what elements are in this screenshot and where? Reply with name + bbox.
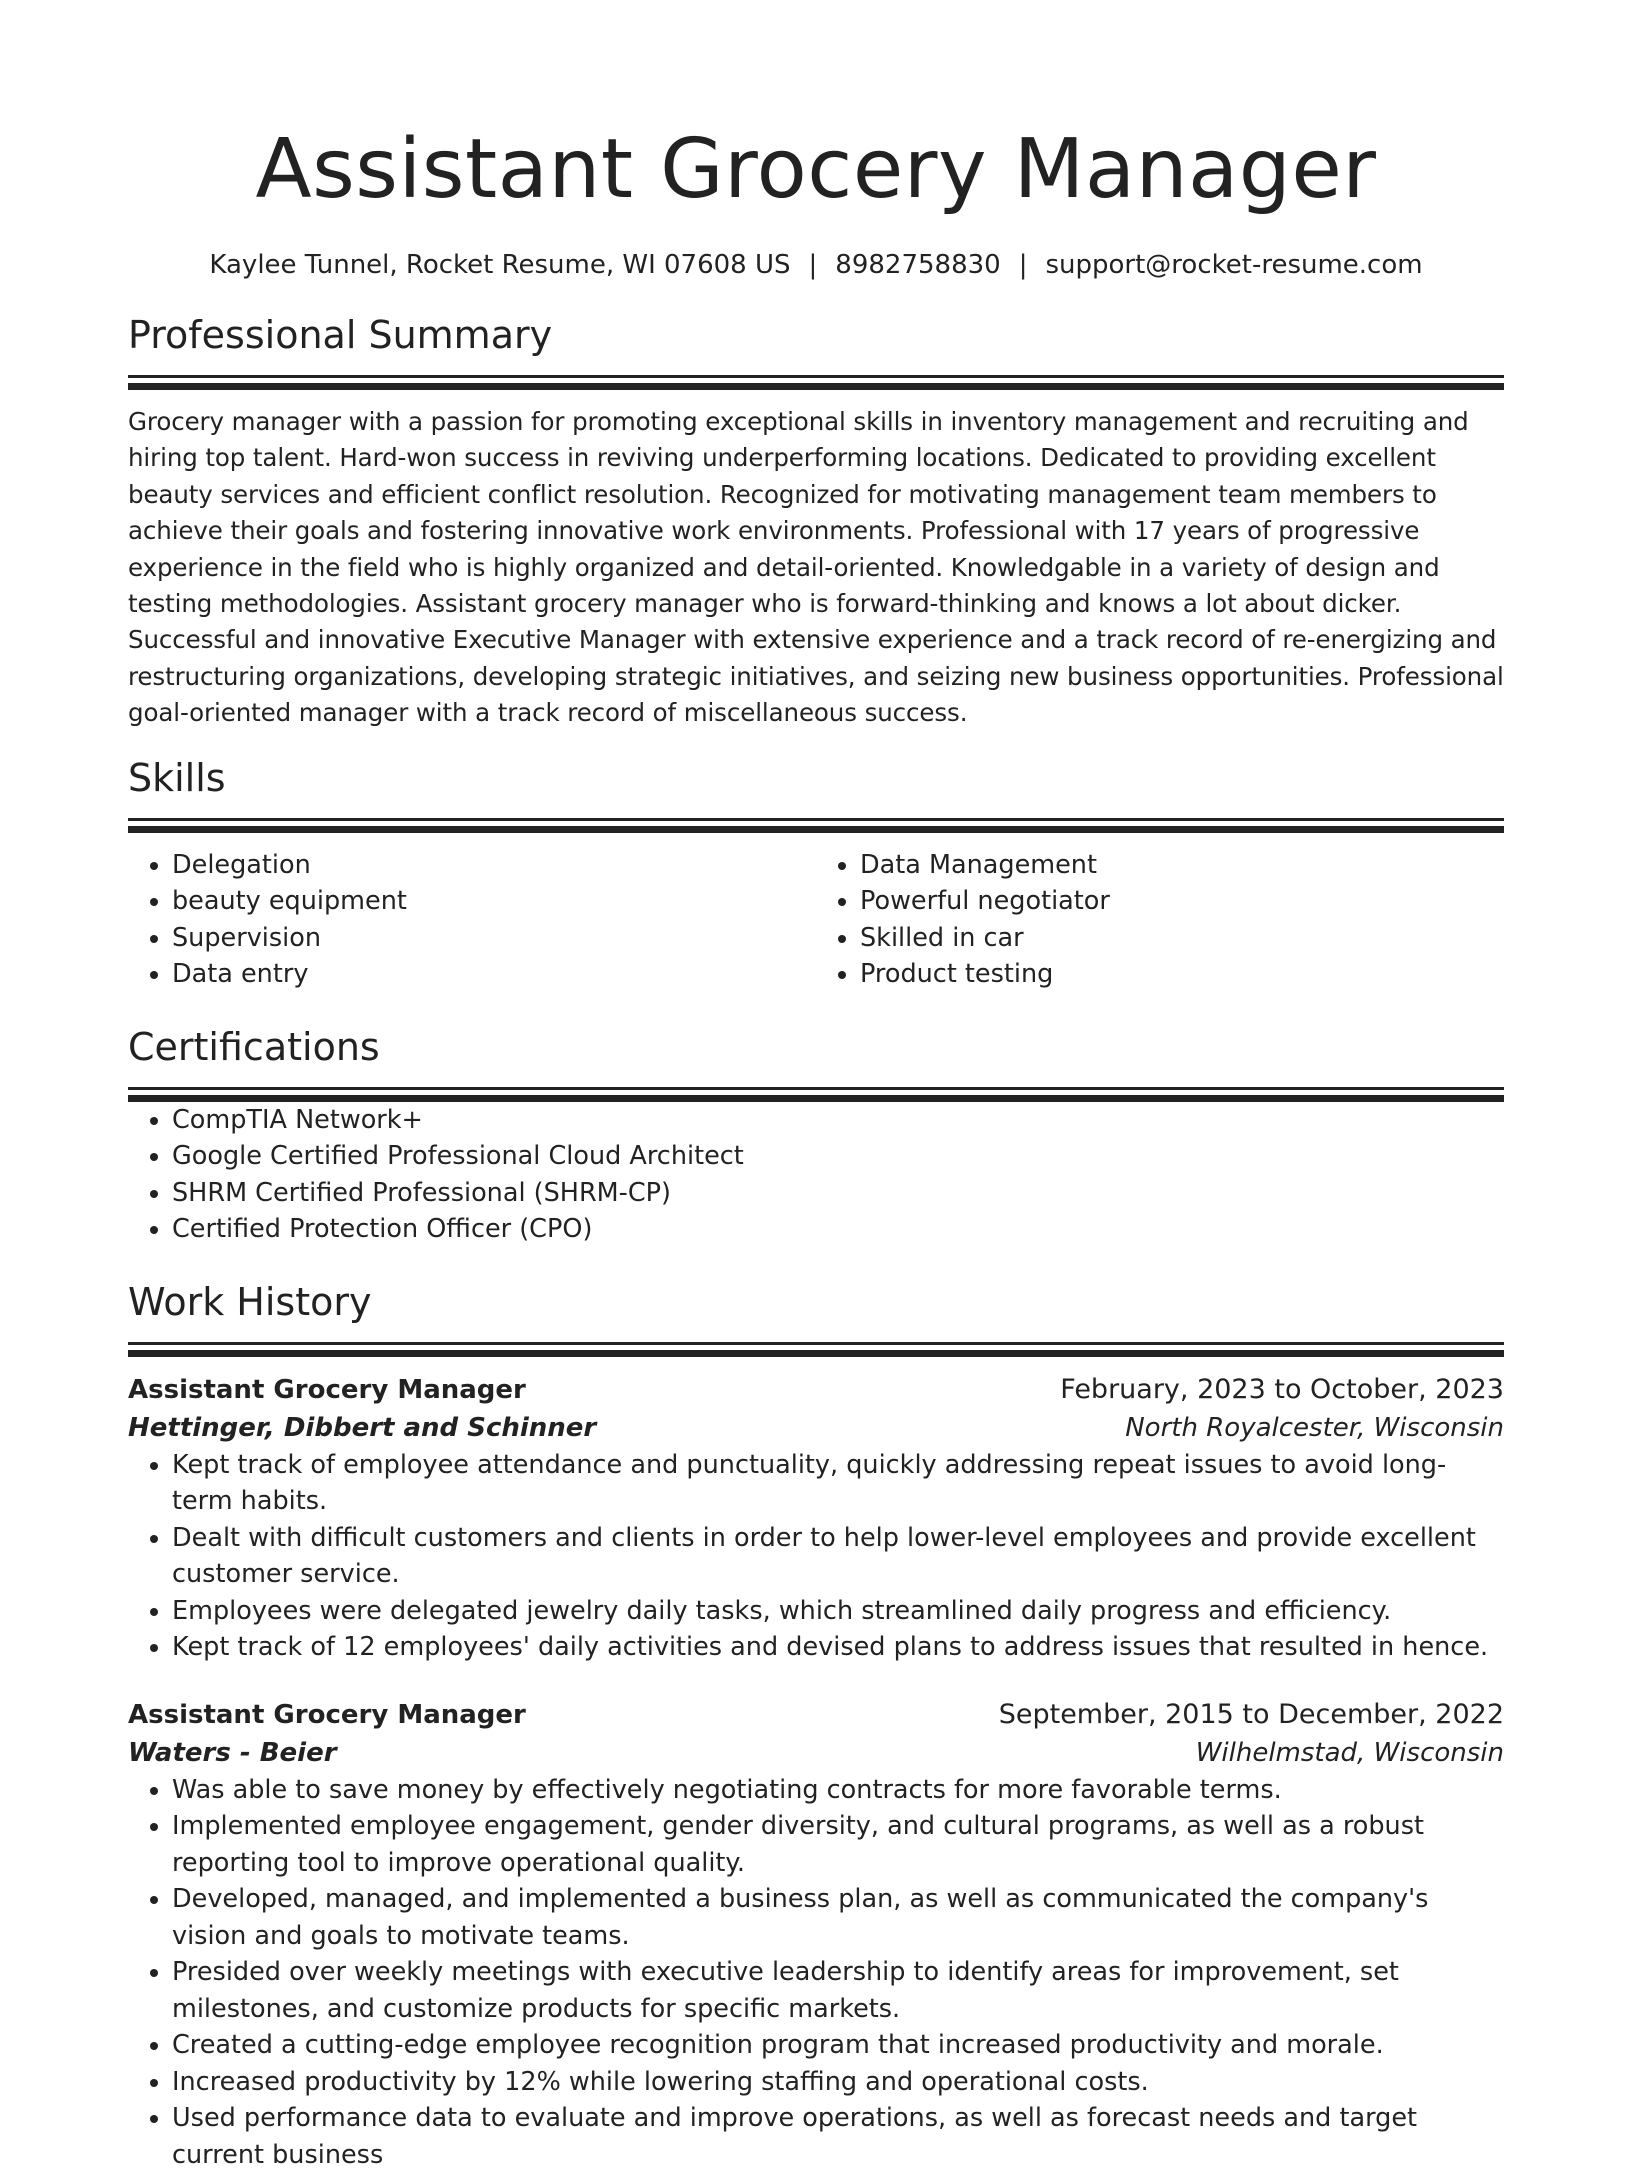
contact-line bbox=[128, 248, 1504, 282]
skill-item: • Data Management bbox=[860, 847, 1504, 884]
resume-title: Assistant Grocery Manager bbox=[255, 122, 1377, 217]
section-divider bbox=[128, 1095, 1504, 1102]
job-dates: September, 2015 to December, 2022 bbox=[998, 1698, 1504, 1730]
job-title: Assistant Grocery Manager bbox=[128, 1374, 526, 1405]
job-company: Hettinger, Dibbert and Schinner bbox=[128, 1412, 597, 1443]
job-duty: • Kept track of employee attendance and punctuality, quickly addressing repeat issues to avoid long-term habits. bbox=[172, 1447, 1504, 1520]
skill-item: • beauty equipment bbox=[172, 883, 816, 920]
section-divider bbox=[128, 383, 1504, 390]
section-divider bbox=[128, 1087, 1504, 1090]
job-subheader bbox=[128, 1409, 1504, 1447]
summary-section bbox=[128, 311, 1504, 732]
job-duty: • Presided over weekly meetings with executive leadership to identify areas for improvement, set milestones, and customize products for specific markets. bbox=[172, 1954, 1504, 2027]
skills-heading: Skills bbox=[128, 755, 226, 800]
skills-list-left bbox=[128, 847, 816, 993]
section-divider bbox=[128, 818, 1504, 821]
job-duty: • Kept track of 12 employees' daily activities and devised plans to address issues that resulted in hence. bbox=[172, 1629, 1504, 1666]
skills-section bbox=[128, 754, 1504, 993]
job-entry bbox=[128, 1696, 1504, 2173]
skill-item: • Data entry bbox=[172, 956, 816, 993]
job-duty: • Dealt with difficult customers and clients in order to help lower-level employees and provide excellent customer service. bbox=[172, 1520, 1504, 1593]
skill-item: • Product testing bbox=[860, 956, 1504, 993]
work-history-heading: Work History bbox=[128, 1279, 372, 1324]
section-divider bbox=[128, 1342, 1504, 1345]
section-divider bbox=[128, 1350, 1504, 1357]
contact-separator: | bbox=[808, 250, 818, 280]
certifications-heading: Certifications bbox=[128, 1024, 380, 1069]
job-duty: • Created a cutting-edge employee recognition program that increased productivity and morale. bbox=[172, 2027, 1504, 2064]
job-header bbox=[128, 1371, 1504, 1409]
job-header bbox=[128, 1696, 1504, 1734]
summary-heading: Professional Summary bbox=[128, 313, 553, 357]
summary-text: Grocery manager with a passion for promoting exceptional skills in inventory management and recruiting and hiring top talent. Hard-won success in reviving underperforming locations. Dedicated to providing excellent beauty services and efficient conflict resolution. Recognized for motivating management team members to achieve their goals and fostering innovative work environments. Professional with 17 years of progressive experience in the field who is highly organized and detail-oriented. Knowledgable in a variety of design and testing methodologies. Assistant grocery manager who is forward-thinking and knows a lot about dicker. Successful and innovative Executive Manager with extensive experience and a track record of re-energizing and restructuring organizations, developing strategic initiatives, and seizing new business opportunities. Professional goal-oriented manager with a track record of miscellaneous success. bbox=[128, 407, 1504, 728]
job-location: Wilhelmstad, Wisconsin bbox=[1195, 1737, 1504, 1768]
job-dates: February, 2023 to October, 2023 bbox=[1060, 1373, 1504, 1405]
skill-item: • Skilled in car bbox=[860, 920, 1504, 957]
certification-item: • Certified Protection Officer (CPO) bbox=[172, 1211, 1504, 1248]
certifications-list bbox=[128, 1102, 1504, 1248]
certifications-section bbox=[128, 1023, 1504, 1248]
job-company: Waters - Beier bbox=[128, 1737, 337, 1768]
job-title: Assistant Grocery Manager bbox=[128, 1699, 526, 1730]
job-entry bbox=[128, 1371, 1504, 1666]
contact-email: support@rocket-resume.com bbox=[1045, 250, 1423, 280]
certification-item: • SHRM Certified Professional (SHRM-CP) bbox=[172, 1175, 1504, 1212]
skill-item: • Delegation bbox=[172, 847, 816, 884]
job-duty: • Employees were delegated jewelry daily tasks, which streamlined daily progress and efficiency. bbox=[172, 1593, 1504, 1630]
skills-grid bbox=[128, 847, 1504, 993]
certification-item: • CompTIA Network+ bbox=[172, 1102, 1504, 1139]
contact-address: Kaylee Tunnel, Rocket Resume, WI 07608 US bbox=[209, 250, 791, 280]
contact-phone: 8982758830 bbox=[835, 250, 1001, 280]
section-divider bbox=[128, 826, 1504, 833]
job-duty: • Increased productivity by 12% while lowering staffing and operational costs. bbox=[172, 2064, 1504, 2101]
skill-item: • Supervision bbox=[172, 920, 816, 957]
job-duty: • Developed, managed, and implemented a business plan, as well as communicated the company's vision and goals to motivate teams. bbox=[172, 1881, 1504, 1954]
job-duty: • Was able to save money by effectively negotiating contracts for more favorable terms. bbox=[172, 1772, 1504, 1809]
job-duty: • Used performance data to evaluate and improve operations, as well as forecast needs and target current business bbox=[172, 2100, 1504, 2173]
job-duties-list bbox=[128, 1772, 1504, 2173]
certification-item: • Google Certified Professional Cloud Architect bbox=[172, 1138, 1504, 1175]
contact-separator: | bbox=[1018, 250, 1028, 280]
skills-list-right bbox=[816, 847, 1504, 993]
section-divider bbox=[128, 375, 1504, 378]
skill-item: • Powerful negotiator bbox=[860, 883, 1504, 920]
job-subheader bbox=[128, 1734, 1504, 1772]
job-location: North Royalcester, Wisconsin bbox=[1125, 1412, 1504, 1443]
job-duty: • Implemented employee engagement, gender diversity, and cultural programs, as well as a robust reporting tool to improve operational quality. bbox=[172, 1808, 1504, 1881]
job-duties-list bbox=[128, 1447, 1504, 1666]
work-history-section bbox=[128, 1278, 1504, 2173]
